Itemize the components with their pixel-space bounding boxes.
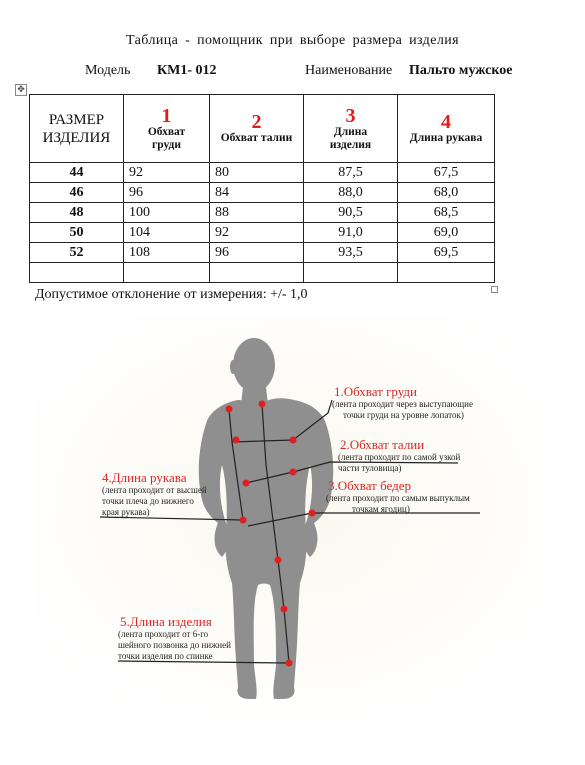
svg-text:точки груди на уровне лопаток): точки груди на уровне лопаток) [343, 410, 464, 420]
table-row: 50 104 92 91,0 69,0 [30, 223, 495, 243]
point-length-lower [281, 606, 288, 613]
svg-text:2.Обхват талии: 2.Обхват талии [340, 437, 425, 452]
table-header-row [30, 95, 495, 163]
point-chest-right [290, 437, 297, 444]
point-hip [309, 510, 316, 517]
table-row: 52 108 96 93,5 69,5 [30, 243, 495, 263]
model-label: Модель [85, 63, 131, 78]
svg-text:точки изделия по спинке: точки изделия по спинке [118, 651, 213, 661]
svg-text:4.Длина рукава: 4.Длина рукава [102, 470, 187, 485]
svg-text:(лента проходит от высшей: (лента проходит от высшей [102, 485, 207, 495]
model-row [0, 63, 585, 83]
header-sleeve: 4 Длина рукава [398, 95, 495, 163]
table-row: 48 100 88 90,5 68,5 [30, 203, 495, 223]
header-chest: 1 Обхват груди [124, 95, 210, 163]
svg-text:(лента проходит по самым выпук: (лента проходит по самым выпуклым [326, 493, 470, 503]
svg-text:5.Длина изделия: 5.Длина изделия [120, 614, 212, 629]
point-waist-left [243, 480, 250, 487]
point-length-mid [275, 557, 282, 564]
svg-text:точки плеча до нижнего: точки плеча до нижнего [102, 496, 194, 506]
point-sleeve-end [240, 517, 247, 524]
point-shoulder [226, 406, 233, 413]
product-name-value: Пальто мужское [409, 63, 513, 78]
table-row-empty [30, 263, 495, 283]
svg-text:(лента проходит через выступаю: (лента проходит через выступающие [332, 399, 473, 409]
header-waist: 2 Обхват талии [210, 95, 304, 163]
svg-text:(лента проходит по самой узкой: (лента проходит по самой узкой [338, 452, 461, 462]
point-neck [259, 401, 266, 408]
svg-text:части туловища): части туловища) [338, 463, 402, 473]
svg-text:1.Обхват груди: 1.Обхват груди [334, 384, 418, 399]
point-chest-left [233, 437, 240, 444]
body-measurement-figure [0, 305, 585, 725]
svg-text:края рукава): края рукава) [102, 507, 150, 517]
size-table [29, 94, 495, 283]
product-name-label: Наименование [305, 63, 393, 78]
table-row: 44 92 80 87,5 67,5 [30, 163, 495, 183]
table-resize-handle[interactable] [491, 286, 498, 293]
svg-text:точкам ягодиц): точкам ягодиц) [352, 504, 410, 514]
svg-text:(лента проходит от 6-го: (лента проходит от 6-го [118, 629, 209, 639]
header-size: РАЗМЕР ИЗДЕЛИЯ [30, 95, 124, 163]
svg-text:3.Обхват бедер: 3.Обхват бедер [328, 478, 412, 493]
point-length-end [286, 660, 293, 667]
svg-text:шейного позвонка до нижней: шейного позвонка до нижней [118, 640, 231, 650]
header-length: 3 Длина изделия [304, 95, 398, 163]
page-title: Таблица - помощник при выборе размера изделия [126, 33, 459, 48]
model-code: КМ1- 012 [157, 63, 217, 78]
table-move-handle-icon[interactable]: ✥ [15, 84, 27, 96]
tolerance-note: Допустимое отклонение от измерения: +/- 1,0 [35, 287, 308, 302]
table-row: 46 96 84 88,0 68,0 [30, 183, 495, 203]
point-waist-right [290, 469, 297, 476]
